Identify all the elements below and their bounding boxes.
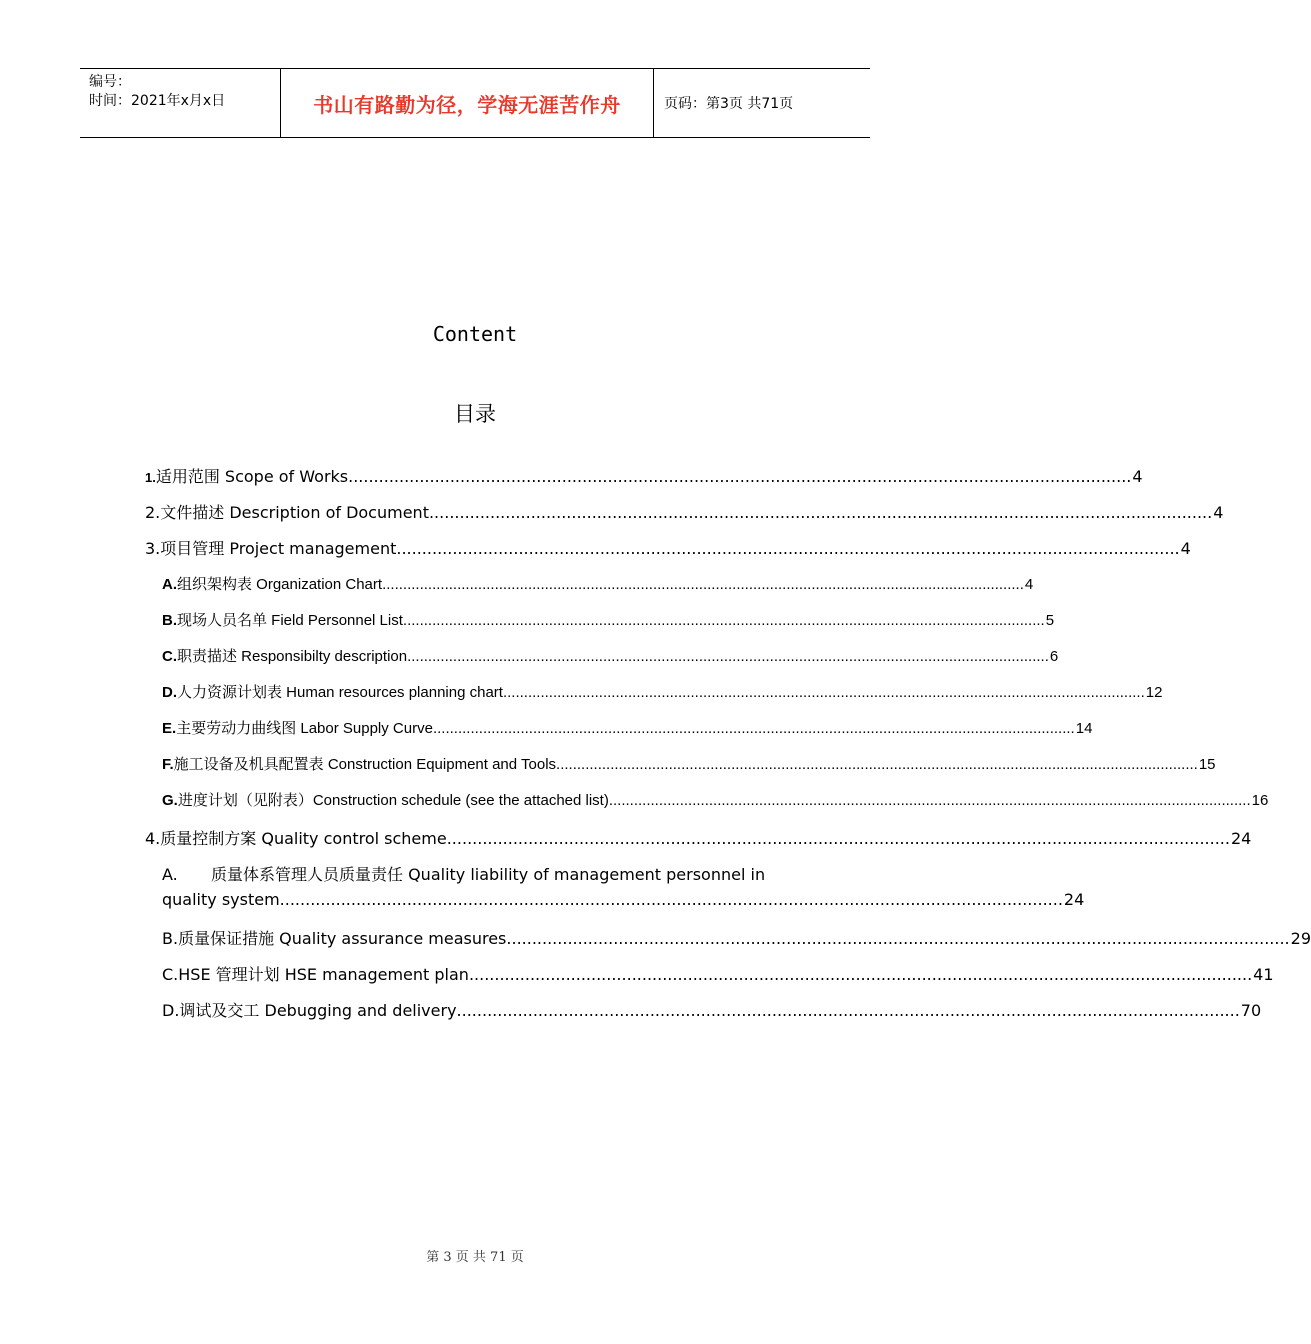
toc-leader: .......................................................................................................................................................... [468,965,1253,984]
toc-entry[interactable] [162,573,1034,594]
toc-page: 4 [1213,503,1224,522]
toc-entry[interactable] [145,536,1191,559]
toc-page: 4 [1180,539,1191,558]
title-english: Content [432,322,518,346]
toc-page: 4 [1132,467,1143,486]
toc-number: C. [162,965,179,984]
toc-text: 人力资源计划表 Human resources planning chart [177,684,503,701]
toc-text: 施工设备及机具配置表 Construction Equipment and Tools [173,756,557,773]
toc-number: F. [162,756,174,773]
toc-entry[interactable] [145,464,1143,487]
toc-number: B. [162,929,179,948]
toc-leader: .......................................................................................................................................................... [446,829,1230,848]
toc-entry[interactable] [162,717,1093,738]
toc-text: 组织架构表 Organization Chart [177,576,383,593]
toc-entry[interactable] [162,753,1216,774]
toc-leader: .......................................................................................................................................................... [456,1001,1240,1020]
toc-page: 6 [1049,648,1059,665]
toc-page: 15 [1198,756,1216,773]
toc-leader: .......................................................................................................................................................... [432,720,1075,737]
toc-text: 进度计划（见附表）Construction schedule (see the attached list) [177,792,609,809]
toc-leader: .......................................................................................................................................................... [428,503,1213,522]
toc-leader: .......................................................................................................................................................... [396,539,1180,558]
toc-leader: .......................................................................................................................................................... [506,929,1290,948]
motto: 书山有路勤为径，学海无涯苦作舟 [313,92,621,117]
toc-page: 12 [1145,684,1163,701]
toc-number: E. [162,720,177,737]
toc-page: 29 [1290,929,1311,948]
toc-leader: .......................................................................................................................................................... [556,756,1198,773]
toc-text: 质量保证措施 Quality assurance measures [178,929,507,948]
toc-entry[interactable] [162,681,1163,702]
toc-entry-line1[interactable] [162,862,807,885]
toc-leader: .......................................................................................................................................................... [402,612,1045,629]
toc-page: 14 [1075,720,1093,737]
toc-number: 2. [145,503,161,522]
toc-page: 4 [1024,576,1034,593]
toc-entry[interactable] [162,998,1262,1021]
toc-number: 3. [145,539,161,558]
toc-number: D. [162,1001,180,1020]
toc-leader: .......................................................................................................................................................... [348,467,1132,486]
header-center-cell [281,69,654,137]
toc-text: 职责描述 Responsibilty description [177,648,408,665]
toc-text: 现场人员名单 Field Personnel List [177,612,403,629]
toc-leader: .......................................................................................................................................................... [608,792,1251,809]
toc-page: 70 [1240,1001,1262,1020]
page-info: 页码：第3页 共71页 [664,96,794,112]
toc-number: C. [162,648,177,665]
toc-text: 项目管理 Project management [160,539,397,558]
page-footer: 第 3 页 共 71 页 [426,1250,524,1265]
page-header [80,68,870,138]
toc-leader: .......................................................................................................................................................... [279,890,1063,909]
toc-text-continued: quality system [162,890,280,909]
toc-entry[interactable] [145,826,1252,849]
title-chinese: 目录 [454,402,496,426]
toc-entry[interactable] [162,609,1055,630]
header-right-cell [654,69,870,137]
toc-page: 16 [1251,792,1269,809]
toc-text: 适用范围 Scope of Works [155,467,349,486]
toc-page: 24 [1230,829,1252,848]
toc-number: G. [162,792,178,809]
toc-text: 文件描述 Description of Document [160,503,429,522]
time-label: 时间：2021年x月x日 [89,93,226,109]
toc-page: 24 [1063,890,1085,909]
toc-entry[interactable] [162,645,1059,666]
number-label: 编号： [89,74,131,90]
toc-entry[interactable] [162,962,1274,985]
toc-page: 41 [1253,965,1274,984]
toc-leader: .......................................................................................................................................................... [382,576,1024,593]
toc-entry-line2[interactable] [162,890,1085,909]
toc-number: A. [162,865,178,884]
toc-number: A. [162,576,177,593]
toc-text: HSE 管理计划 HSE management plan [178,965,469,984]
toc-entry[interactable] [145,500,1224,523]
toc-entry[interactable] [162,926,1311,949]
toc-number: 4. [145,829,161,848]
toc-number: 1. [145,470,156,485]
toc-page: 5 [1045,612,1055,629]
toc-text: 调试及交工 Debugging and delivery [179,1001,457,1020]
toc-entry[interactable] [162,789,1269,810]
toc-leader: .......................................................................................................................................................... [407,648,1049,665]
toc-leader: .......................................................................................................................................................... [502,684,1145,701]
toc-text: 质量体系管理人员质量责任 Quality liability of management personnel in [211,865,766,884]
toc-text: 质量控制方案 Quality control scheme [160,829,447,848]
header-left-cell [80,69,281,137]
toc-number: B. [162,612,177,629]
toc-text: 主要劳动力曲线图 Labor Supply Curve [176,720,433,737]
toc-number: D. [162,684,177,701]
